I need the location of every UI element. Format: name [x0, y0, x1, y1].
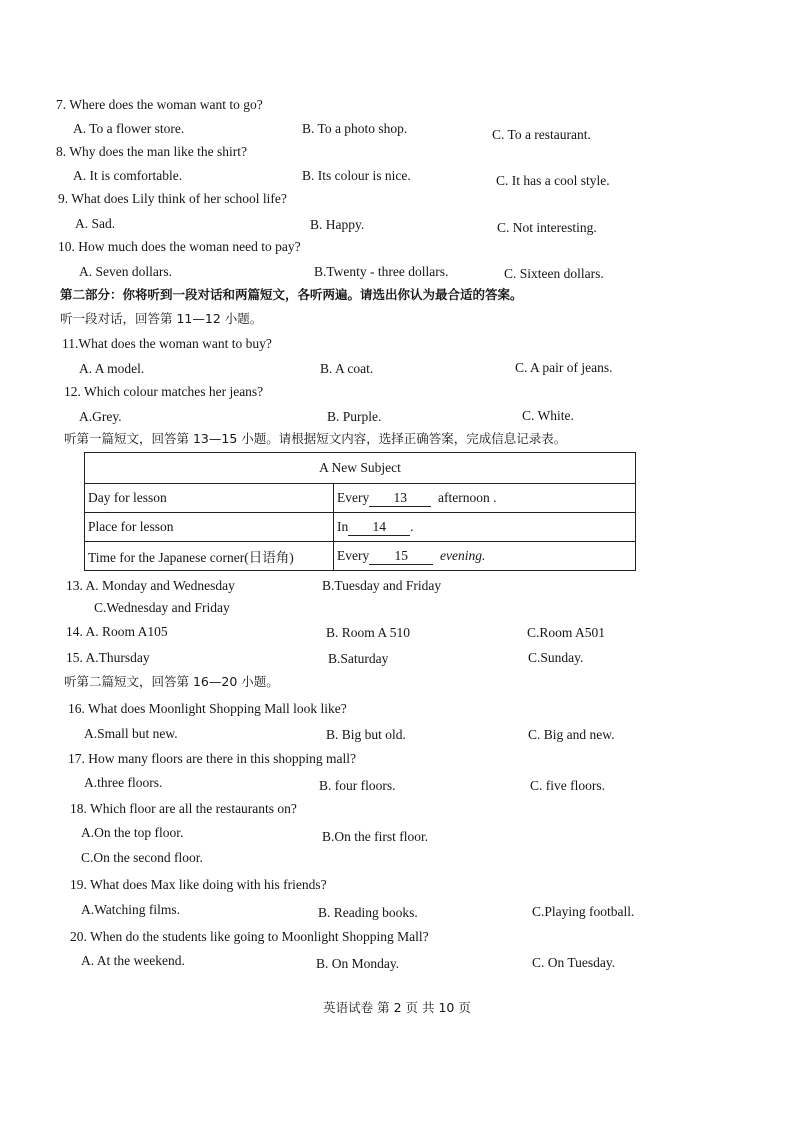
question-9-option-b: B. Happy.: [310, 217, 365, 232]
question-20-stem: 20. When do the students like going to Moonlight Shopping Mall?: [70, 929, 429, 944]
question-19-stem: 19. What does Max like doing with his friends?: [70, 877, 327, 892]
table-row-value: In 14 .: [334, 513, 636, 542]
question-14-option-a: 14. A. Room A105: [66, 624, 168, 639]
question-8-stem: 8. Why does the man like the shirt?: [56, 144, 247, 159]
question-10-option-b: B.Twenty - three dollars.: [314, 264, 449, 279]
question-7-option-a: A. To a flower store.: [73, 121, 185, 136]
question-9-option-c: C. Not interesting.: [497, 220, 597, 235]
dialogue-instruction: 听一段对话，回答第 11—12 小题。: [60, 311, 263, 326]
table-row-label: Day for lesson: [85, 484, 334, 513]
table-row-value: Every 13 afternoon .: [334, 484, 636, 513]
page-footer: 英语试卷 第 2 页 共 10 页: [323, 1000, 471, 1015]
question-15-option-b: B.Saturday: [328, 651, 389, 666]
table-row: [85, 542, 636, 571]
question-9-option-a: A. Sad.: [75, 216, 116, 231]
table-row-label: Place for lesson: [85, 513, 334, 542]
question-17-stem: 17. How many floors are there in this shopping mall?: [68, 751, 356, 766]
question-15-option-a: 15. A.Thursday: [66, 650, 150, 665]
table-row-value: Every 15 evening.: [334, 542, 636, 571]
question-13-option-c: C.Wednesday and Friday: [94, 600, 230, 615]
question-20-option-b: B. On Monday.: [316, 956, 400, 971]
table-title: A New Subject: [85, 453, 636, 484]
question-13-option-a: 13. A. Monday and Wednesday: [66, 578, 235, 593]
question-20-option-a: A. At the weekend.: [81, 953, 185, 968]
question-11-option-a: A. A model.: [79, 361, 145, 376]
question-16-stem: 16. What does Moonlight Shopping Mall look like?: [68, 701, 347, 716]
question-16-option-c: C. Big and new.: [528, 727, 615, 742]
question-14-option-c: C.Room A501: [527, 625, 606, 640]
table-row: [85, 484, 636, 513]
question-11-option-c: C. A pair of jeans.: [515, 360, 613, 375]
question-7-option-c: C. To a restaurant.: [492, 127, 591, 142]
question-8-option-a: A. It is comfortable.: [73, 168, 183, 183]
question-12-option-b: B. Purple.: [327, 409, 382, 424]
question-10-option-a: A. Seven dollars.: [79, 264, 172, 279]
question-18-option-c: C.On the second floor.: [81, 850, 203, 865]
question-10-option-c: C. Sixteen dollars.: [504, 266, 604, 281]
question-10-stem: 10. How much does the woman need to pay?: [58, 239, 301, 254]
question-12-option-c: C. White.: [522, 408, 574, 423]
question-12-option-a: A.Grey.: [79, 409, 122, 424]
question-12-stem: 12. Which colour matches her jeans?: [64, 384, 264, 399]
question-13-option-b: B.Tuesday and Friday: [322, 578, 442, 593]
passage-1-instruction: 听第一篇短文，回答第 13—15 小题。请根据短文内容，选择正确答案，完成信息记录表。: [64, 431, 567, 446]
question-17-option-a: A.three floors.: [84, 775, 163, 790]
question-18-option-b: B.On the first floor.: [322, 829, 429, 844]
question-15-option-c: C.Sunday.: [528, 650, 584, 665]
answer-blank-15: 15: [369, 548, 433, 565]
part-2-heading: 第二部分：你将听到一段对话和两篇短文，各听两遍。请选出你认为最合适的答案。: [60, 287, 523, 302]
question-19-option-a: A.Watching films.: [81, 902, 181, 917]
question-16-option-b: B. Big but old.: [326, 727, 406, 742]
question-8-option-b: B. Its colour is nice.: [302, 168, 411, 183]
question-19-option-c: C.Playing football.: [532, 904, 635, 919]
answer-blank-14: 14: [348, 519, 410, 536]
question-7-option-b: B. To a photo shop.: [302, 121, 408, 136]
question-17-option-b: B. four floors.: [319, 778, 396, 793]
question-18-stem: 18. Which floor are all the restaurants on?: [70, 801, 297, 816]
question-11-option-b: B. A coat.: [320, 361, 374, 376]
question-14-option-b: B. Room A 510: [326, 625, 411, 640]
table-row-label: Time for the Japanese corner(日语角): [85, 542, 334, 571]
question-19-option-b: B. Reading books.: [318, 905, 418, 920]
question-17-option-c: C. five floors.: [530, 778, 605, 793]
question-16-option-a: A.Small but new.: [84, 726, 178, 741]
question-8-option-c: C. It has a cool style.: [496, 173, 610, 188]
question-9-stem: 9. What does Lily think of her school life?: [58, 191, 287, 206]
answer-blank-13: 13: [369, 490, 431, 507]
question-7-stem: 7. Where does the woman want to go?: [56, 97, 263, 112]
info-record-table: [84, 452, 636, 571]
passage-2-instruction: 听第二篇短文，回答第 16—20 小题。: [64, 674, 279, 689]
table-row: [85, 513, 636, 542]
question-20-option-c: C. On Tuesday.: [532, 955, 616, 970]
question-18-option-a: A.On the top floor.: [81, 825, 184, 840]
question-11-stem: 11.What does the woman want to buy?: [62, 336, 272, 351]
